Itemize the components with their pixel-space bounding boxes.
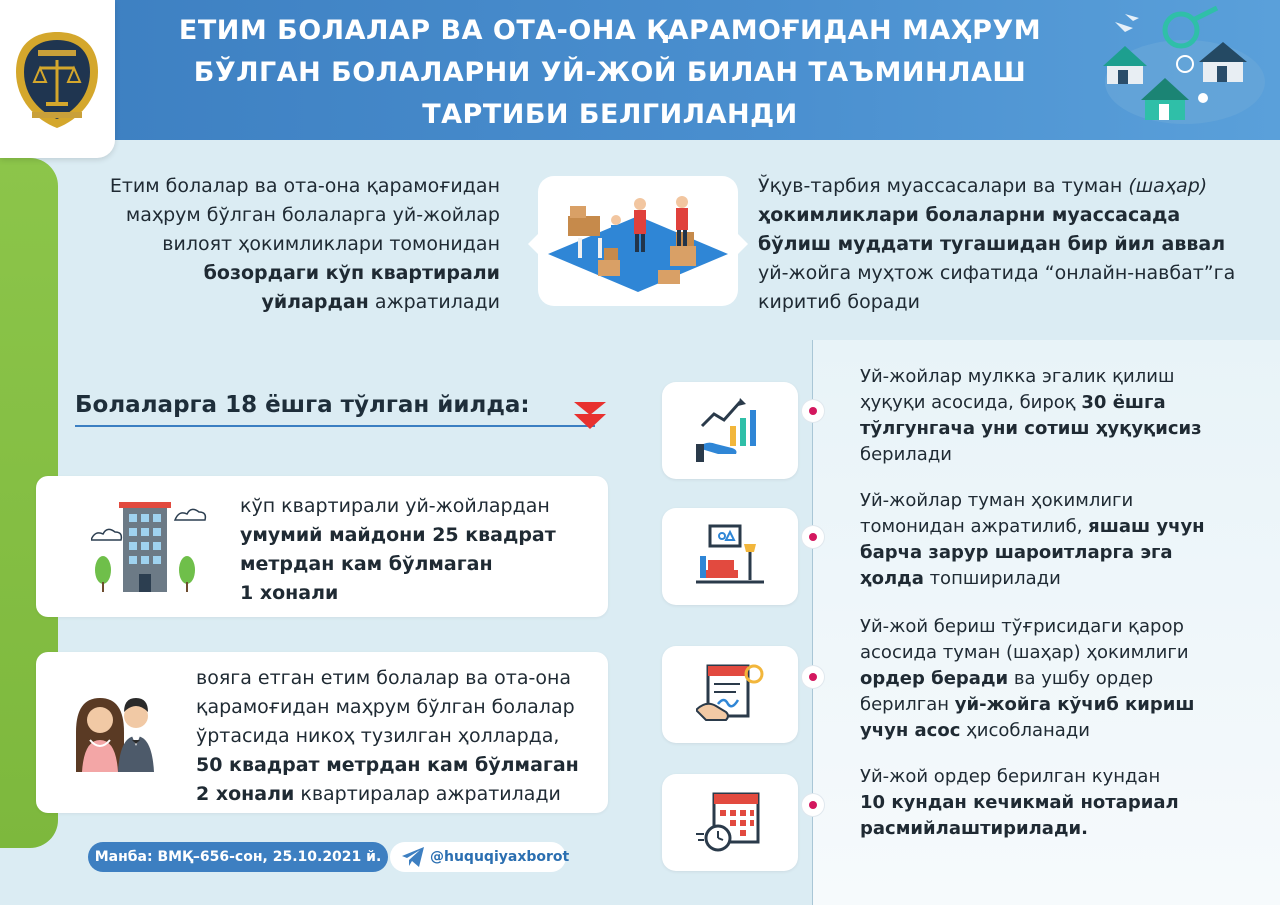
card-two-room (36, 652, 608, 813)
intro-left-tail: ажратилади (368, 291, 500, 313)
right-item-2-line-4 (860, 566, 1205, 592)
card-two-bold-2: 2 хонали (196, 783, 295, 805)
section-underline (75, 425, 595, 427)
right-item-3 (860, 614, 1205, 744)
card-two-line-5 (196, 780, 601, 809)
emblem-logo-icon (10, 28, 105, 133)
connector-dot-1 (802, 400, 824, 422)
right-item-2-bold: барча зарур шароитларга эга (860, 542, 1173, 563)
right-item-3-line-3a: ва ушбу ордер (1008, 668, 1154, 689)
double-chevron-down-icon (574, 402, 606, 430)
right-item-1 (860, 364, 1205, 468)
card-one-text (240, 492, 600, 608)
apartment-building-icon (91, 498, 226, 598)
intro-left-line-1: Етим болалар ва ота-она қарамоғидан (109, 175, 500, 197)
right-item-3-line-4 (860, 692, 1205, 718)
right-item-1-line-2b: 30 ёшга (1081, 392, 1166, 413)
right-item-2-line-4a: топширилади (923, 568, 1061, 589)
card-two-line-3: ўртасида никоҳ тузилган ҳолларда, (196, 725, 560, 747)
telegram-link[interactable] (390, 842, 570, 872)
right-item-1-line-4: берилади (860, 444, 952, 465)
right-item-3-line-5 (860, 718, 1205, 744)
wedding-couple-icon (66, 692, 166, 772)
card-one-room (36, 476, 608, 617)
intro-left-bold-2: уйлардан (261, 291, 369, 313)
intro-right-text (758, 172, 1268, 317)
connector-dot-3 (802, 666, 824, 688)
living-room-icon (696, 522, 764, 590)
telegram-icon (402, 847, 424, 867)
right-divider (812, 340, 813, 905)
intro-left-text (70, 172, 500, 317)
warehouse-illustration-card (538, 176, 738, 306)
icon-card-furniture (662, 508, 798, 605)
intro-right-line-4: уй-жойга муҳтож сифатида “онлайн-навбат”га (758, 262, 1236, 284)
right-item-4-bold-1: 10 кундан кечикмай нотариал (860, 792, 1179, 813)
telegram-handle: @huquqiyaxborot (430, 849, 570, 865)
right-item-2-line-2b: яшаш учун (1088, 516, 1205, 537)
intro-left-line-2: маҳрум бўлган болаларга уй-жойлар (125, 204, 500, 226)
calendar-clock-icon (696, 788, 764, 856)
right-item-2-line-4b: ҳолда (860, 568, 924, 589)
card-two-tail: квартиралар ажратилади (294, 783, 561, 805)
intro-left-line-3: вилоят ҳокимликлари томонидан (162, 233, 500, 255)
connector-dot-4 (802, 794, 824, 816)
intro-left-line-5 (70, 288, 500, 317)
intro-right-line-1a: Ўқув-тарбия муассасалари ва туман (758, 175, 1129, 197)
right-item-3-line-4b: уй-жойга кўчиб кириш (954, 694, 1195, 715)
right-item-2 (860, 488, 1205, 592)
header-banner (0, 0, 1280, 140)
right-item-1-bold: тўлгунгача уни сотиш ҳуқуқисиз (860, 418, 1202, 439)
icon-card-calendar (662, 774, 798, 871)
right-item-3-line-4a: берилган (860, 694, 955, 715)
right-item-3-line-3b: ордер беради (860, 668, 1009, 689)
right-item-4-bold-2: расмийлаштирилади. (860, 818, 1088, 839)
intro-right-line-5: киритиб боради (758, 291, 920, 313)
connector-dot-2 (802, 526, 824, 548)
right-item-2-line-2 (860, 514, 1205, 540)
title-line-1: ЕТИМ БОЛАЛАР ВА ОТА-ОНА ҚАРАМОҒИДАН МАҲРУМ (178, 15, 1042, 46)
card-two-text (196, 664, 601, 809)
intro-right-bold-2: бўлиш муддати тугашидан бир йил аввал (758, 233, 1226, 255)
bubble-tail-left (528, 234, 538, 254)
warehouse-people-icon (538, 176, 738, 306)
right-item-1-line-1: Уй-жойлар мулкка эгалик қилиш (860, 366, 1175, 387)
intro-right-line-1 (758, 172, 1268, 201)
intro-right-bold-1: ҳокимликлари болаларни муассасада (758, 204, 1181, 226)
right-item-4-line-1: Уй-жой ордер берилган кундан (860, 766, 1161, 787)
card-two-line-2: қарамоғидан маҳрум бўлган болалар (196, 696, 575, 718)
card-one-bold-3: 1 хонали (240, 582, 339, 604)
right-item-1-line-2 (860, 390, 1205, 416)
right-item-3-line-5b: учун асос (860, 720, 961, 741)
right-item-1-line-2a: ҳуқуқи асосида, бироқ (860, 392, 1082, 413)
source-label: Манба: ВМҚ–656-сон, 25.10.2021 й. (88, 842, 388, 872)
card-two-bold-1: 50 квадрат метрдан кам бўлмаган (196, 754, 579, 776)
right-item-3-line-5a: ҳисобланади (960, 720, 1090, 741)
houses-map-icon (1085, 2, 1275, 142)
right-item-2-line-1: Уй-жойлар туман ҳокимлиги (860, 490, 1134, 511)
growth-chart-hand-icon (696, 396, 764, 464)
title-line-2: БЎЛГАН БОЛАЛАРНИ УЙ-ЖОЙ БИЛАН ТАЪМИНЛАШ (193, 57, 1027, 88)
icon-card-growth (662, 382, 798, 479)
right-item-3-line-2: асосида туман (шаҳар) ҳокимлиги (860, 642, 1189, 663)
card-two-line-1: вояга етган етим болалар ва ота-она (196, 667, 572, 689)
signed-document-icon (696, 660, 764, 732)
bubble-tail-right (738, 234, 748, 254)
page-title (140, 10, 1080, 136)
intro-right-italic: (шаҳар) (1128, 175, 1208, 197)
right-item-4 (860, 764, 1205, 842)
card-one-line-1: кўп квартирали уй-жойлардан (240, 495, 550, 517)
card-one-bold-1: умумий майдони 25 квадрат (240, 524, 556, 546)
right-item-2-line-2a: томонидан ажратилиб, (860, 516, 1089, 537)
icon-card-document (662, 646, 798, 743)
logo-card (0, 0, 115, 158)
right-item-3-line-3 (860, 666, 1205, 692)
right-item-3-line-1: Уй-жой бериш тўғрисидаги қарор (860, 616, 1184, 637)
intro-left-bold-1: бозордаги кўп квартирали (203, 262, 500, 284)
card-one-bold-2: метрдан кам бўлмаган (240, 553, 493, 575)
title-line-3: ТАРТИБИ БЕЛГИЛАНДИ (422, 99, 798, 130)
section-heading: Болаларга 18 ёшга тўлган йилда: (75, 392, 530, 418)
